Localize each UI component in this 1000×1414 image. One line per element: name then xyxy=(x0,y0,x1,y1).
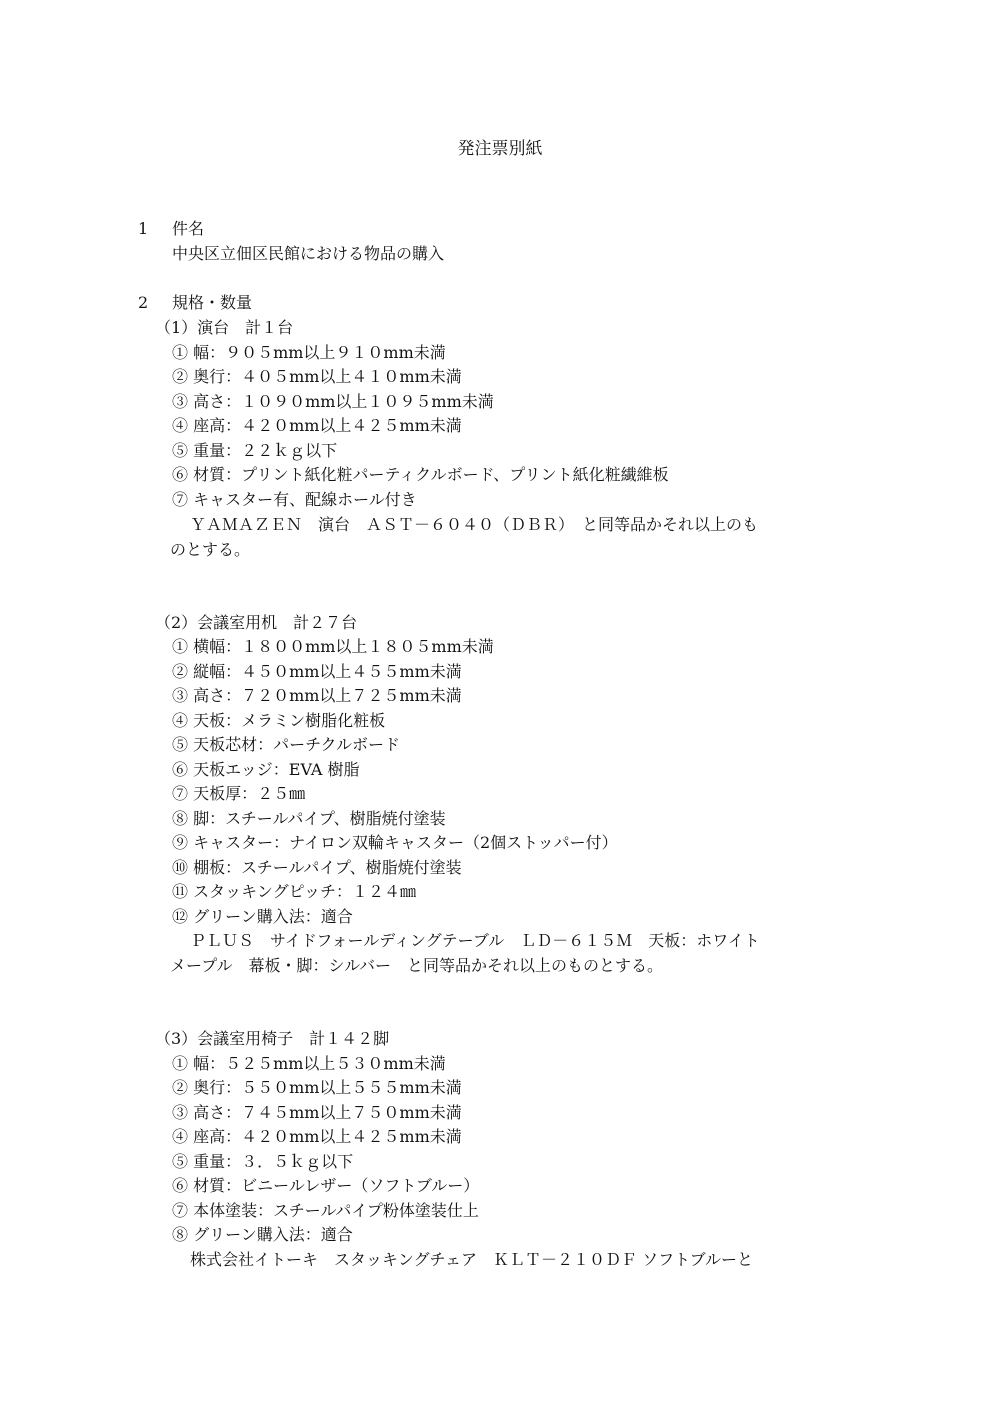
section-1-content: 中央区立佃区民館における物品の購入 xyxy=(172,244,445,263)
item-2-note-line-2: メープル 幕板・脚：シルバー と同等品かそれ以上のものとする。 xyxy=(170,956,664,975)
item-1-spec-3: ③ 高さ：１０９０mm以上１０９５mm未満 xyxy=(172,392,494,411)
item-2-heading: （2）会議室用机 計２７台 xyxy=(155,613,358,632)
item-3-heading: （3）会議室用椅子 計１４２脚 xyxy=(155,1029,390,1048)
item-2-spec-1: ① 横幅：１８００mm以上１８０５mm未満 xyxy=(172,637,494,656)
item-2-spec-10: ⑩ 棚板：スチールパイプ、樹脂焼付塗装 xyxy=(172,858,462,877)
item-1-spec-6: ⑥ 材質：プリント紙化粧パーティクルボード、プリント紙化粧繊維板 xyxy=(172,465,669,484)
item-2-spec-7: ⑦ 天板厚：２５㎜ xyxy=(172,784,306,803)
item-2-spec-12: ⑫ グリーン購入法：適合 xyxy=(172,907,353,926)
item-1-note-line-1: ＹＡＭＡＺＥＮ 演台 ＡＳＴ－６０４０（ＤＢＲ） と同等品かそれ以上のも xyxy=(190,515,759,534)
item-1-spec-2: ② 奥行：４０５mm以上４１０mm未満 xyxy=(172,367,462,386)
item-2-spec-3: ③ 高さ：７２０mm以上７２５mm未満 xyxy=(172,686,462,705)
item-3-spec-4: ④ 座高：４２０mm以上４２５mm未満 xyxy=(172,1127,462,1146)
item-2-spec-4: ④ 天板：メラミン樹脂化粧板 xyxy=(172,711,386,730)
item-3-note-line-1: 株式会社イトーキ スタッキングチェア ＫＬＴ－２１０ＤＦ ソフトブルーと xyxy=(190,1250,754,1269)
item-1-spec-5: ⑤ 重量：２２ｋｇ以下 xyxy=(172,441,338,460)
item-2-spec-8: ⑧ 脚：スチールパイプ、樹脂焼付塗装 xyxy=(172,809,446,828)
item-3-spec-3: ③ 高さ：７４５mm以上７５０mm未満 xyxy=(172,1103,462,1122)
item-1-spec-1: ① 幅：９０５mm以上９１０mm未満 xyxy=(172,343,446,362)
item-3-spec-8: ⑧ グリーン購入法：適合 xyxy=(172,1225,353,1244)
item-2-spec-6: ⑥ 天板エッジ：EVA 樹脂 xyxy=(172,760,360,779)
section-1-heading xyxy=(138,217,204,241)
section-2-heading xyxy=(138,291,252,315)
item-1-heading: （1）演台 計１台 xyxy=(155,318,294,337)
item-2-spec-9: ⑨ キャスター：ナイロン双輪キャスター（2個ストッパー付） xyxy=(172,833,618,852)
item-2-note-line-1: ＰＬＵＳ サイドフォールディングテーブル ＬＤ－６１５Ｍ 天板：ホワイト xyxy=(190,931,760,950)
item-1-spec-4: ④ 座高：４２０mm以上４２５mm未満 xyxy=(172,416,462,435)
item-2-spec-11: ⑪ スタッキングピッチ：１２４㎜ xyxy=(172,882,416,901)
item-1-spec-7: ⑦ キャスター有、配線ホール付き xyxy=(172,490,417,509)
section-2-title: 規格・数量 xyxy=(172,293,253,312)
item-3-spec-6: ⑥ 材質：ビニールレザー（ソフトブルー） xyxy=(172,1176,480,1195)
document-title: 発注票別紙 xyxy=(457,139,543,159)
item-3-spec-5: ⑤ 重量：３．５ｋｇ以下 xyxy=(172,1152,354,1171)
item-1-note-line-2: のとする。 xyxy=(170,540,251,559)
item-3-spec-7: ⑦ 本体塗装：スチールパイプ粉体塗装仕上 xyxy=(172,1201,479,1220)
item-3-spec-2: ② 奥行：５５０mm以上５５５mm未満 xyxy=(172,1078,462,1097)
item-3-spec-1: ① 幅：５２５mm以上５３０mm未満 xyxy=(172,1054,446,1073)
section-1-number: 1 xyxy=(138,219,149,238)
item-2-spec-5: ⑤ 天板芯材：パーチクルボード xyxy=(172,735,400,754)
section-1-title: 件名 xyxy=(172,219,205,238)
item-2-spec-2: ② 縦幅：４５０mm以上４５５mm未満 xyxy=(172,662,462,681)
section-2-number: 2 xyxy=(138,293,149,312)
